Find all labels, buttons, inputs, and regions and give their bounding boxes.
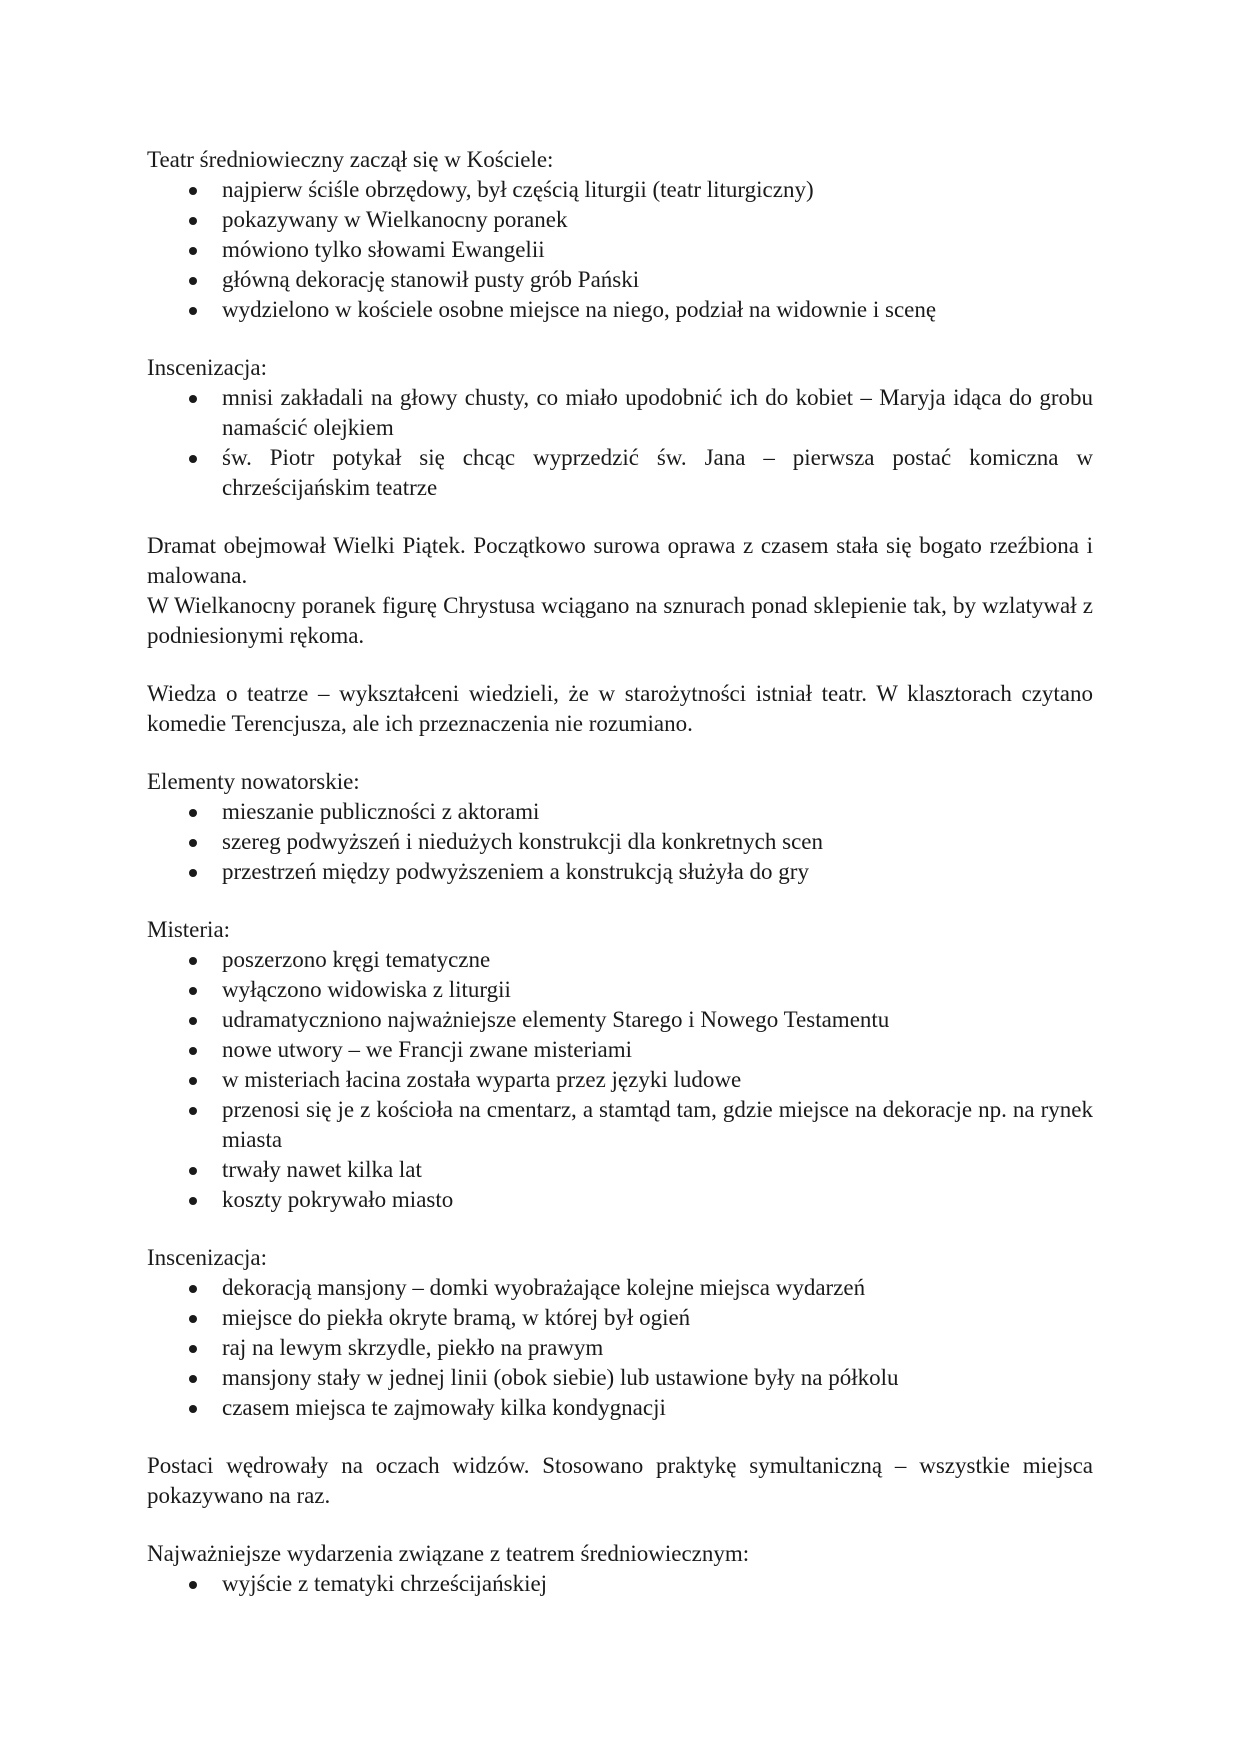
list-item [147,1569,1093,1599]
paragraph: Wiedza o teatrze – wykształceni wiedzieli, że w starożytności istniał teatr. W klasztorach czytano komedie Terencjusza, ale ich przeznaczenia nie rozumiano. [147,681,1093,736]
bullet-icon [189,809,197,817]
list-item [147,1155,1093,1185]
bullet-icon [189,1047,197,1055]
document-page [147,145,1093,1599]
list-item-text: przestrzeń między podwyższeniem a konstrukcją służyła do gry [222,859,809,884]
bullet-icon [189,869,197,877]
section-intro: Teatr średniowieczny zaczął się w Kościele: [147,147,554,172]
section-heading: Inscenizacja: [147,1245,268,1270]
bullet-icon [189,307,197,315]
list-item [147,1095,1093,1155]
list-item-text: raj na lewym skrzydle, piekło na prawym [222,1335,604,1360]
list-item [147,1303,1093,1333]
list-item [147,1333,1093,1363]
list-item [147,797,1093,827]
section-heading: Misteria: [147,917,231,942]
bullet-icon [189,1017,197,1025]
list-item-text: pokazywany w Wielkanocny poranek [222,207,568,232]
bullet-icon [189,1345,197,1353]
section-heading: Inscenizacja: [147,355,268,380]
list-item-text: poszerzono kręgi tematyczne [222,947,491,972]
list-item-text: przenosi się je z kościoła na cmentarz, a stamtąd tam, gdzie miejsce na dekoracje np. na rynek miasta [222,1097,1093,1152]
paragraph: W Wielkanocny poranek figurę Chrystusa wciągano na sznurach ponad sklepienie tak, by wzlatywał z podniesionymi rękoma. [147,593,1093,648]
bullet-list [147,175,1093,325]
list-item [147,975,1093,1005]
list-item-text: w misteriach łacina została wyparta przez języki ludowe [222,1067,742,1092]
bullet-list [147,383,1093,503]
bullet-icon [189,987,197,995]
list-item [147,857,1093,887]
bullet-icon [189,455,197,463]
bullet-icon [189,247,197,255]
list-item [147,827,1093,857]
list-item-text: najpierw ściśle obrzędowy, był częścią liturgii (teatr liturgiczny) [222,177,814,202]
list-item-text: wyłączono widowiska z liturgii [222,977,511,1002]
list-item [147,1005,1093,1035]
list-item [147,1363,1093,1393]
list-item [147,383,1093,443]
list-item-text: mieszanie publiczności z aktorami [222,799,540,824]
list-item [147,1393,1093,1423]
bullet-list [147,945,1093,1215]
list-item-text: nowe utwory – we Francji zwane misteriami [222,1037,633,1062]
list-item [147,235,1093,265]
list-item-text: mówiono tylko słowami Ewangelii [222,237,545,262]
bullet-icon [189,1285,197,1293]
bullet-icon [189,1077,197,1085]
list-item [147,443,1093,503]
bullet-list [147,1569,1093,1599]
paragraph: Postaci wędrowały na oczach widzów. Stosowano praktykę symultaniczną – wszystkie miejsca pokazywano na raz. [147,1453,1093,1508]
list-item [147,265,1093,295]
bullet-icon [189,957,197,965]
list-item-text: mansjony stały w jednej linii (obok siebie) lub ustawione były na półkolu [222,1365,899,1390]
list-item-text: wyjście z tematyki chrześcijańskiej [222,1571,548,1596]
bullet-icon [189,187,197,195]
bullet-icon [189,839,197,847]
list-item [147,1035,1093,1065]
list-item-text: szereg podwyższeń i niedużych konstrukcji dla konkretnych scen [222,829,823,854]
list-item [147,205,1093,235]
list-item [147,295,1093,325]
bullet-icon [189,1581,197,1589]
list-item [147,175,1093,205]
list-item-text: koszty pokrywało miasto [222,1187,454,1212]
bullet-icon [189,395,197,403]
list-item-text: główną dekorację stanowił pusty grób Pański [222,267,640,292]
list-item-text: dekoracją mansjony – domki wyobrażające kolejne miejsca wydarzeń [222,1275,866,1300]
bullet-icon [189,1167,197,1175]
list-item-text: św. Piotr potykał się chcąc wyprzedzić św. Jana – pierwsza postać komiczna w chrześcijańskim teatrze [222,445,1093,500]
list-item-text: udramatyczniono najważniejsze elementy Starego i Nowego Testamentu [222,1007,890,1032]
list-item [147,1065,1093,1095]
bullet-list [147,1273,1093,1423]
section-heading: Najważniejsze wydarzenia związane z teatrem średniowiecznym: [147,1541,750,1566]
bullet-icon [189,1197,197,1205]
bullet-list [147,797,1093,887]
list-item-text: czasem miejsca te zajmowały kilka kondygnacji [222,1395,666,1420]
list-item-text: wydzielono w kościele osobne miejsce na niego, podział na widownie i scenę [222,297,937,322]
list-item [147,945,1093,975]
bullet-icon [189,277,197,285]
bullet-icon [189,1107,197,1115]
list-item [147,1185,1093,1215]
list-item-text: miejsce do piekła okryte bramą, w której był ogień [222,1305,691,1330]
list-item-text: trwały nawet kilka lat [222,1157,422,1182]
paragraph: Dramat obejmował Wielki Piątek. Początkowo surowa oprawa z czasem stała się bogato rzeźbiona i malowana. [147,533,1093,588]
bullet-icon [189,1375,197,1383]
section-heading: Elementy nowatorskie: [147,769,360,794]
bullet-icon [189,217,197,225]
bullet-icon [189,1315,197,1323]
bullet-icon [189,1405,197,1413]
list-item [147,1273,1093,1303]
list-item-text: mnisi zakładali na głowy chusty, co miało upodobnić ich do kobiet – Maryja idąca do grobu namaścić olejkiem [222,385,1093,440]
